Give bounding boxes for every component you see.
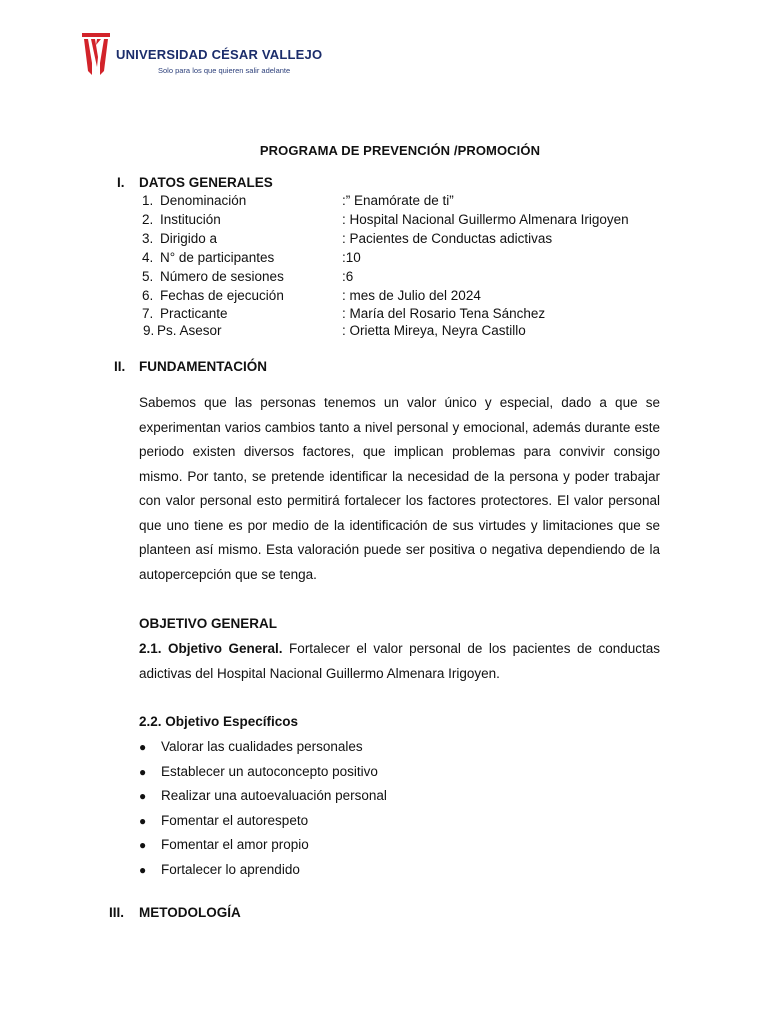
- bullet-icon: ●: [139, 789, 147, 803]
- general-data-row: [142, 231, 702, 249]
- row-value: :” Enamórate de ti”: [342, 193, 454, 208]
- row-label: N° de participantes: [160, 250, 275, 265]
- list-item-text: Valorar las cualidades personales: [161, 739, 363, 754]
- section-2-number: II.: [114, 359, 126, 374]
- general-data-row: [142, 306, 702, 324]
- list-item-text: Establecer un autoconcepto positivo: [161, 763, 378, 779]
- document-title: PROGRAMA DE PREVENCIÓN /PROMOCIÓN: [259, 143, 541, 158]
- list-item-text: Fortalecer lo aprendido: [161, 861, 300, 877]
- row-number: 5.: [142, 269, 154, 284]
- general-data-row: [142, 250, 702, 268]
- university-logo: [82, 33, 323, 77]
- row-label: Institución: [160, 212, 221, 227]
- specific-objectives-list: [139, 735, 387, 882]
- bullet-icon: ●: [139, 813, 147, 828]
- list-item: [139, 833, 387, 858]
- row-number: 9.: [143, 323, 155, 338]
- ucv-emblem-icon: [82, 33, 110, 75]
- row-number: 7.: [142, 306, 154, 321]
- general-data-row: [142, 323, 702, 341]
- bullet-icon: ●: [139, 862, 147, 877]
- row-number: 2.: [142, 212, 154, 227]
- general-data-row: [142, 288, 702, 306]
- row-label: Fechas de ejecución: [160, 288, 284, 303]
- bullet-icon: ●: [139, 838, 147, 852]
- general-objective-label: 2.1. Objetivo General.: [139, 641, 283, 656]
- general-objective-paragraph: [139, 637, 660, 686]
- section-1-heading: DATOS GENERALES: [139, 175, 273, 190]
- row-label: Dirigido a: [160, 231, 218, 246]
- university-name: UNIVERSIDAD CÉSAR VALLEJO: [116, 47, 323, 62]
- section-3-number: III.: [109, 905, 125, 920]
- list-item-text: Realizar una autoevaluación personal: [161, 788, 387, 803]
- list-item: [139, 809, 387, 834]
- list-item: [139, 784, 387, 809]
- row-value: : mes de Julio del 2024: [342, 288, 481, 303]
- row-label: Número de sesiones: [160, 269, 284, 284]
- row-value: :10: [342, 250, 361, 265]
- list-item-text: Fomentar el autorespeto: [161, 812, 309, 828]
- row-label: Practicante: [160, 306, 228, 321]
- row-label: Ps. Asesor: [157, 323, 222, 338]
- row-number: 6.: [142, 288, 154, 303]
- university-tagline: Solo para los que quieren salir adelante: [158, 66, 291, 75]
- row-value: : María del Rosario Tena Sánchez: [342, 306, 546, 321]
- bullet-icon: ●: [139, 764, 147, 779]
- section-3-heading: METODOLOGÍA: [139, 905, 241, 920]
- row-value: : Hospital Nacional Guillermo Almenara Irigoyen: [342, 212, 629, 227]
- row-number: 3.: [142, 231, 154, 246]
- row-number: 4.: [142, 250, 154, 265]
- general-objective-text: Fortalecer el valor personal de los pacientes de conductas adictivas del Hospital Nacional Guillermo Almenara Irigoyen.: [139, 641, 661, 681]
- specific-objectives-heading: 2.2. Objetivo Específicos: [139, 714, 299, 729]
- row-value: : Orietta Mireya, Neyra Castillo: [342, 323, 526, 338]
- general-data-row: [142, 193, 702, 211]
- list-item: [139, 760, 387, 785]
- general-data-row: [142, 269, 702, 287]
- list-item: [139, 858, 387, 883]
- list-item-text: Fomentar el amor propio: [161, 837, 309, 852]
- section-2-heading: FUNDAMENTACIÓN: [139, 359, 267, 374]
- section-1-number: I.: [117, 175, 125, 190]
- general-data-row: [142, 212, 702, 230]
- bullet-icon: ●: [139, 740, 147, 754]
- row-value: :6: [342, 269, 354, 284]
- list-item: [139, 735, 387, 760]
- fundamentacion-paragraph: Sabemos que las personas tenemos un valor único y especial, dado a que se experimentan varios cambios tanto a nivel personal y emocional, además durante este periodo existen diversos factores, que implican problemas para convivir consigo mismo. Por tanto, se pretende identificar la necesidad de la persona y poder trabajar con valor personal esto permitirá fortalecer los factores protectores. El valor personal que uno tiene es por medio de la identificación de sus virtudes y limitaciones que se planteen así mismo. Esta valoración puede ser positiva o negativa dependiendo de la autopercepción que se tenga.: [139, 395, 660, 582]
- row-number: 1.: [142, 193, 154, 208]
- row-label: Denominación: [160, 193, 247, 208]
- objective-heading: OBJETIVO GENERAL: [139, 616, 278, 631]
- row-value: : Pacientes de Conductas adictivas: [342, 231, 553, 246]
